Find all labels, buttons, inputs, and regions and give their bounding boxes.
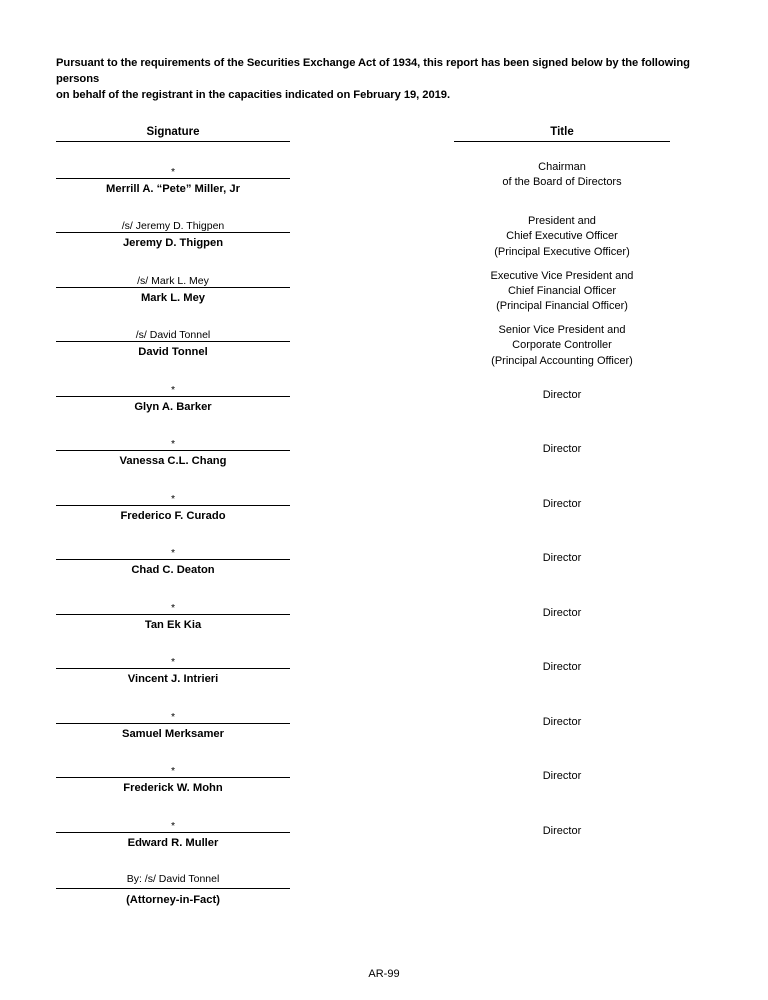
- table-row: [56, 592, 716, 647]
- signature-mark: *: [170, 547, 176, 560]
- title-cell: [408, 265, 716, 320]
- attorney-row: [56, 864, 716, 906]
- title-lines: [408, 592, 716, 621]
- signer-name: Vincent J. Intrieri: [127, 673, 219, 686]
- signer-name: Glyn A. Barker: [134, 400, 212, 413]
- spacer-cell: [348, 864, 408, 906]
- attorney-cell: [56, 864, 348, 906]
- spacer-cell: [348, 265, 408, 320]
- signer-name: Mark L. Mey: [140, 291, 206, 304]
- signature-mark: *: [170, 765, 176, 778]
- page-number: AR-99: [368, 968, 400, 980]
- signer-name: Samuel Merksamer: [122, 727, 224, 740]
- title-line: Chairman: [538, 160, 586, 173]
- signature-cell: [56, 537, 348, 592]
- title-lines: [408, 810, 716, 839]
- signature-header-cell: [56, 126, 348, 142]
- table-row: [56, 537, 716, 592]
- title-cell: [408, 483, 716, 538]
- title-column-header: Title: [550, 125, 574, 138]
- title-line: Corporate Controller: [512, 339, 612, 352]
- signer-name: Merrill A. “Pete” Miller, Jr: [106, 182, 240, 195]
- spacer-cell: [348, 156, 408, 211]
- title-lines: [408, 374, 716, 403]
- attorney-table-body: [56, 864, 716, 906]
- attorney-by-line: By: /s/ David Tonnel: [126, 873, 220, 886]
- title-lines: [408, 428, 716, 457]
- empty-title-cell: [408, 864, 716, 906]
- signature-mark: *: [170, 438, 176, 451]
- signer-name: Tan Ek Kia: [144, 618, 202, 631]
- signature-cell: [56, 156, 348, 211]
- signature-header-rule: [56, 141, 290, 142]
- signature-cell: [56, 755, 348, 810]
- title-cell: [408, 319, 716, 374]
- title-line: Director: [542, 770, 582, 783]
- title-lines: [408, 646, 716, 675]
- title-cell: [408, 646, 716, 701]
- title-line: Chief Executive Officer: [506, 230, 618, 243]
- table-row: [56, 810, 716, 865]
- title-cell: [408, 156, 716, 211]
- signature-mark: *: [170, 819, 176, 832]
- signer-name: David Tonnel: [138, 346, 208, 359]
- title-cell: [408, 374, 716, 429]
- title-lines: [408, 319, 716, 369]
- signature-mark: *: [170, 165, 176, 178]
- title-line: Chief Financial Officer: [507, 284, 616, 297]
- table-row: [56, 265, 716, 320]
- title-line: Director: [542, 661, 582, 674]
- signer-name: Frederick W. Mohn: [123, 782, 223, 795]
- attorney-label: (Attorney-in-Fact): [126, 894, 220, 907]
- title-line: President and: [528, 215, 596, 228]
- signature-mark: *: [170, 601, 176, 614]
- signature-cell: [56, 210, 348, 265]
- signature-cell: [56, 319, 348, 374]
- signature-mark: *: [170, 710, 176, 723]
- signature-cell: [56, 483, 348, 538]
- title-lines: [408, 156, 716, 190]
- signature-mark: /s/ David Tonnel: [135, 329, 211, 342]
- signer-name: Chad C. Deaton: [131, 564, 215, 577]
- signature-mark: *: [170, 383, 176, 396]
- title-line: (Principal Executive Officer): [494, 245, 630, 258]
- signature-mark: /s/ Jeremy D. Thigpen: [121, 220, 225, 233]
- spacer-cell: [348, 210, 408, 265]
- signature-cell: [56, 646, 348, 701]
- title-line: (Principal Financial Officer): [496, 300, 628, 313]
- signer-name: Vanessa C.L. Chang: [119, 455, 227, 468]
- signature-cell: [56, 374, 348, 429]
- title-lines: [408, 755, 716, 784]
- title-cell: [408, 210, 716, 265]
- title-line: Director: [542, 443, 582, 456]
- title-line: Director: [542, 497, 582, 510]
- title-header-rule: [454, 141, 670, 142]
- spacer-cell: [348, 483, 408, 538]
- signature-table: [56, 126, 716, 142]
- signature-cell: [56, 592, 348, 647]
- signer-name: Jeremy D. Thigpen: [122, 237, 224, 250]
- title-cell: [408, 701, 716, 756]
- table-row: [56, 646, 716, 701]
- spacer-cell: [348, 646, 408, 701]
- title-lines: [408, 701, 716, 730]
- table-row: [56, 319, 716, 374]
- signature-cell: [56, 810, 348, 865]
- table-row: [56, 374, 716, 429]
- signature-cell: [56, 428, 348, 483]
- spacer-cell: [348, 810, 408, 865]
- spacer-cell: [348, 755, 408, 810]
- signature-table-body: [56, 126, 716, 142]
- spacer-cell: [348, 428, 408, 483]
- title-line: Director: [542, 606, 582, 619]
- signature-mark: /s/ Mark L. Mey: [137, 274, 209, 287]
- signature-rows-table: [56, 156, 716, 865]
- signature-cell: [56, 701, 348, 756]
- title-line: of the Board of Directors: [502, 175, 622, 188]
- title-line: Director: [542, 824, 582, 837]
- signer-name: Edward R. Muller: [127, 836, 219, 849]
- table-row: [56, 210, 716, 265]
- signature-mark: *: [170, 492, 176, 505]
- title-header-cell: [408, 126, 716, 142]
- signature-rows-body: [56, 156, 716, 865]
- title-line: Executive Vice President and: [490, 269, 634, 282]
- intro-line-2: on behalf of the registrant in the capacities indicated on February 19, 2019.: [56, 89, 451, 102]
- title-cell: [408, 755, 716, 810]
- intro-paragraph: [56, 55, 712, 104]
- spacer-cell: [348, 319, 408, 374]
- signature-mark: *: [170, 656, 176, 669]
- title-lines: [408, 483, 716, 512]
- signature-cell: [56, 265, 348, 320]
- attorney-table: [56, 864, 716, 906]
- title-line: Director: [542, 552, 582, 565]
- table-row: [56, 701, 716, 756]
- title-cell: [408, 592, 716, 647]
- title-cell: [408, 537, 716, 592]
- spacer-cell: [348, 701, 408, 756]
- spacer-cell: [348, 374, 408, 429]
- title-lines: [408, 210, 716, 260]
- signature-column-header: Signature: [146, 125, 200, 138]
- spacer-cell: [348, 126, 408, 142]
- table-row: [56, 428, 716, 483]
- spacer-cell: [348, 592, 408, 647]
- table-row: [56, 483, 716, 538]
- title-line: (Principal Accounting Officer): [491, 354, 633, 367]
- title-lines: [408, 537, 716, 566]
- table-row: [56, 156, 716, 211]
- spacer-cell: [348, 537, 408, 592]
- title-line: Director: [542, 388, 582, 401]
- signer-name: Frederico F. Curado: [120, 509, 226, 522]
- table-row: [56, 755, 716, 810]
- title-lines: [408, 265, 716, 315]
- page-footer: [0, 968, 768, 980]
- table-header-row: [56, 126, 716, 142]
- title-cell: [408, 810, 716, 865]
- title-line: Senior Vice President and: [498, 324, 626, 337]
- title-cell: [408, 428, 716, 483]
- intro-line-1: Pursuant to the requirements of the Securities Exchange Act of 1934, this report has been signed below by the following persons: [56, 57, 690, 86]
- title-line: Director: [542, 715, 582, 728]
